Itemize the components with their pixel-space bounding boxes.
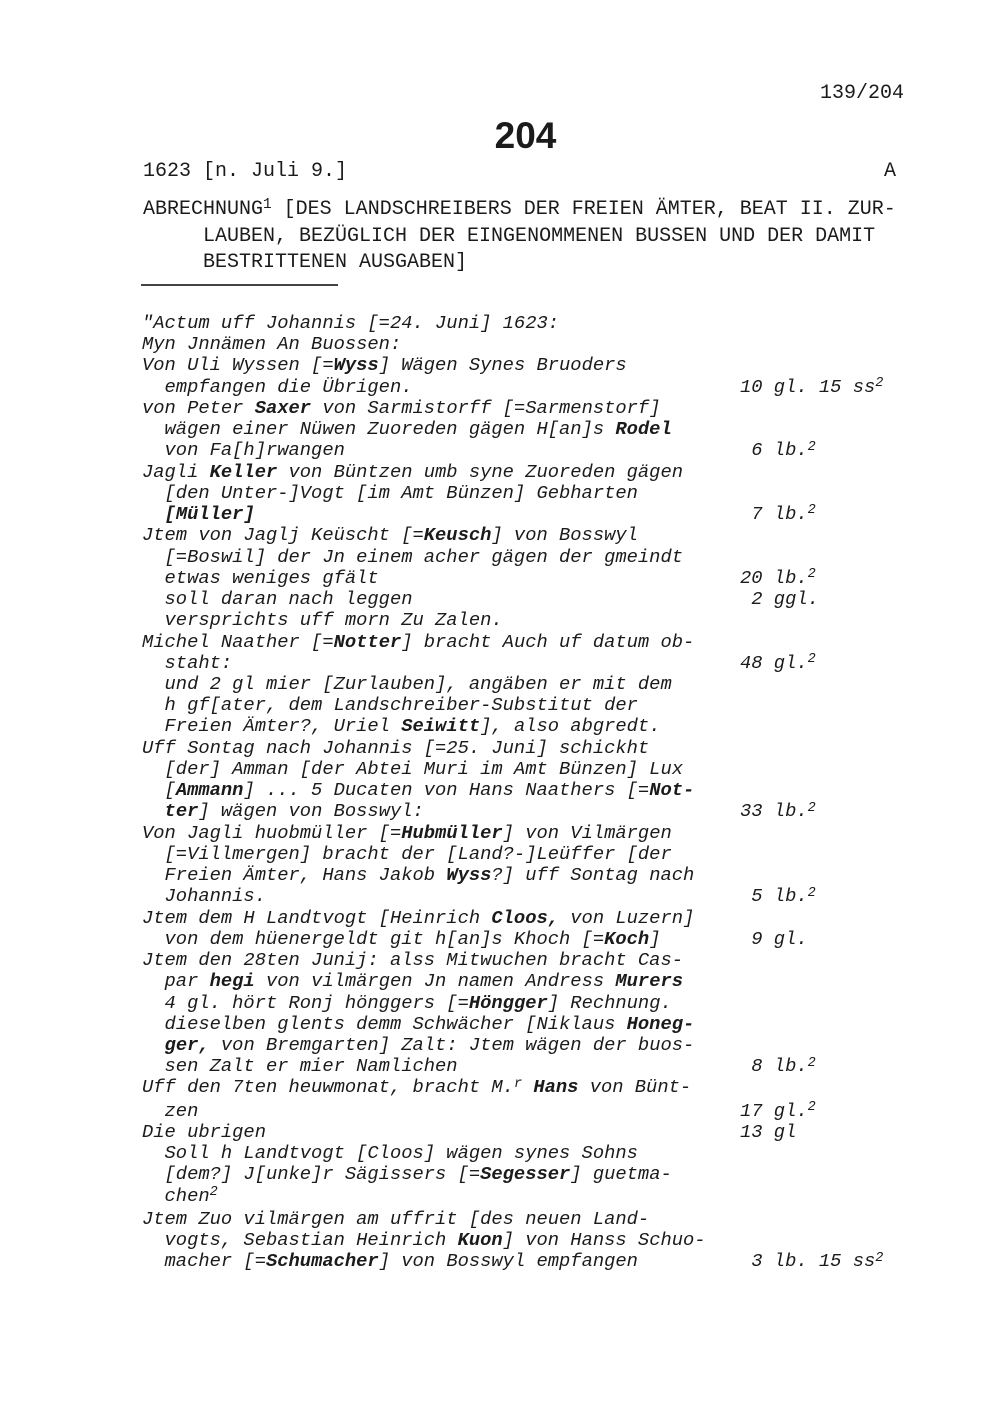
text-segment: [der] Amman [der Abtei Muri im Amt Bünzen] Lux: [142, 757, 683, 780]
text-segment: [=Villmergen] bracht der [Land?-]Leüffer [der: [142, 842, 672, 865]
amount-text: 5 lb.: [740, 885, 808, 908]
footnote-marker: 2: [807, 1100, 816, 1115]
text-segment: [DES LANDSCHREIBERS DER FREIEN ÄMTER, BEAT II. ZUR-: [271, 198, 896, 221]
amount-text: 17 gl.: [740, 1099, 808, 1122]
emphasized-name: Honeg-: [626, 1012, 695, 1035]
text-segment: [=Boswil] der Jn einem acher gägen der gmeindt: [142, 545, 683, 568]
text-segment: BESTRITTENEN AUSGABEN]: [143, 250, 468, 274]
entry-line: [142, 800, 816, 823]
emphasized-name: [Müller]: [164, 503, 255, 526]
amount-text: 10 gl. 15 ss: [740, 375, 876, 398]
text-segment: dieselben glents demm Schwächer [Niklaus: [142, 1012, 627, 1035]
entry-line: [142, 1077, 706, 1100]
text-segment: ]: [649, 927, 661, 950]
text-segment: etwas weniges gfält: [142, 566, 379, 589]
amount-text: 20 lb.: [740, 566, 808, 589]
text-segment: Von Jagli huobmüller [=: [142, 821, 402, 844]
entry-line: [142, 547, 706, 568]
entry-line: [142, 1014, 706, 1035]
entry-line: [142, 908, 706, 929]
entry-line: [142, 419, 706, 440]
text-segment: zen: [142, 1099, 199, 1122]
text-segment: soll daran nach leggen: [142, 588, 413, 611]
entry-line: [142, 1186, 706, 1209]
text-segment: von Luzern]: [559, 906, 695, 929]
text-segment: ] Rechnung.: [547, 991, 672, 1014]
entry-line: [142, 695, 706, 716]
amount-text: 6 lb.: [740, 439, 808, 462]
amount-value: [740, 929, 808, 950]
document-title: [143, 197, 896, 275]
entry-line: [142, 885, 816, 908]
amount-value: [740, 377, 883, 400]
emphasized-name: Ammann: [175, 779, 244, 802]
text-segment: wägen einer Nüwen Zuoreden gägen H[an]s: [142, 418, 616, 441]
entry-line: [142, 716, 706, 737]
text-segment: [522, 1076, 533, 1098]
text-segment: von Bünt-: [578, 1076, 692, 1099]
text-segment: Jtem von Jaglj Keüscht [=: [142, 524, 424, 547]
marginal-letter: A: [884, 160, 897, 183]
text-segment: ] von Bosswyl empfangen: [378, 1250, 638, 1273]
emphasized-name: Rodel: [615, 418, 672, 441]
text-segment: empfangen die Übrigen.: [142, 375, 413, 398]
text-segment: LAUBEN, BEZÜGLICH DER EINGENOMMENEN BUSSEN UND DER DAMIT: [143, 225, 876, 249]
footnote-marker: 1: [263, 196, 272, 213]
footnote-marker: 2: [807, 1055, 816, 1071]
text-segment: ] ... 5 Ducaten von Hans Naathers [=: [243, 779, 650, 802]
footnote-marker: 2: [807, 652, 816, 668]
entry-line: [142, 632, 706, 653]
footnote-marker: r: [513, 1076, 523, 1092]
entry-line: [142, 375, 884, 398]
emphasized-name: Not-: [649, 779, 695, 802]
amount-text: 33 lb.: [740, 800, 808, 823]
emphasized-name: ter: [164, 800, 199, 823]
text-segment: von Bremgarten] Zalt: Jtem wägen der buos-: [209, 1033, 695, 1056]
text-segment: [142, 503, 165, 525]
emphasized-name: Saxer: [254, 396, 312, 419]
text-segment: von Büntzen umb syne Zuoreden gägen: [277, 460, 683, 483]
title-line: [143, 250, 896, 275]
date-line: 1623 [n. Juli 9.]: [143, 160, 348, 183]
text-segment: [142, 800, 165, 822]
text-segment: staht:: [142, 651, 233, 674]
entry-line: [142, 1099, 816, 1122]
amount-text: 2 ggl.: [740, 588, 819, 611]
text-segment: Jtem den 28ten Junij: alss Mitwuchen bracht Cas-: [142, 949, 683, 972]
text-segment: versprichts uff morn Zu Zalen.: [142, 609, 503, 632]
text-segment: Uff Sontag nach Johannis [=25. Juni] schickht: [142, 736, 650, 759]
text-segment: h gf[ater, dem Landschreiber-Substitut der: [142, 694, 638, 717]
amount-value: [740, 653, 816, 676]
emphasized-name: Murers: [615, 970, 684, 993]
entry-line: [142, 525, 706, 546]
entry-line: [142, 439, 816, 462]
entry-line: [142, 566, 816, 589]
footnote-marker: 2: [875, 376, 884, 392]
text-segment: ] von Vilmärgen: [502, 821, 672, 844]
entry-line: [142, 1164, 706, 1185]
amount-value: [740, 1056, 816, 1079]
text-segment: ] wägen von Bosswyl:: [198, 800, 424, 823]
footnote-marker: 2: [807, 503, 816, 519]
text-segment: ] Wägen Synes Bruoders: [378, 354, 627, 377]
entry-line: [142, 759, 706, 780]
emphasized-name: Hubmüller: [401, 821, 503, 844]
emphasized-name: ger,: [164, 1033, 210, 1056]
text-segment: vogts, Sebastian Heinrich: [142, 1229, 458, 1252]
text-segment: Von Uli Wyssen [=: [142, 354, 334, 377]
page-reference: 139/204: [820, 82, 905, 105]
text-segment: "Actum uff Johannis [=24. Juni] 1623:: [142, 312, 560, 334]
entry-line: [142, 1143, 706, 1164]
entry-line: [142, 823, 706, 844]
footnote-marker: 2: [875, 1250, 884, 1266]
text-segment: Jtem dem H Landtvogt [Heinrich: [142, 906, 492, 929]
emphasized-name: Wyss: [333, 354, 379, 377]
amount-text: 48 gl.: [740, 651, 808, 674]
footnote-marker: 2: [807, 885, 816, 901]
entry-line: [142, 927, 808, 950]
footnote-marker: 2: [807, 439, 816, 455]
entry-line: [142, 503, 816, 526]
entry-line: [142, 651, 816, 674]
text-segment: ] von Hanss Schuo-: [502, 1229, 706, 1252]
emphasized-name: Höngger: [468, 991, 548, 1014]
text-segment: Freien Ämter, Hans Jakob: [142, 864, 447, 887]
amount-text: 3 lb. 15 ss: [740, 1250, 876, 1273]
text-segment: Michel Naather [=: [142, 630, 334, 653]
text-segment: Jagli: [142, 460, 210, 483]
entry-line: [142, 483, 706, 504]
footnote-separator-rule: [141, 284, 338, 286]
text-segment: ], also abgredt.: [480, 715, 661, 738]
title-line: [143, 224, 896, 249]
text-segment: ABRECHNUNG: [143, 198, 264, 221]
amount-value: [740, 1251, 883, 1274]
text-segment: [142, 1034, 165, 1056]
amount-value: [740, 504, 816, 527]
emphasized-name: Seiwitt: [401, 715, 481, 738]
entry-line: [142, 780, 706, 801]
entry-line: [142, 1230, 706, 1251]
emphasized-name: Keller: [209, 460, 278, 483]
text-segment: von dem hüenergeldt git h[an]s Khoch [=: [142, 927, 605, 950]
footnote-marker: 2: [807, 800, 816, 816]
entry-line: [142, 674, 706, 695]
text-segment: Die ubrigen: [142, 1120, 266, 1143]
entry-line: [142, 844, 706, 865]
entry-line: [142, 865, 706, 886]
emphasized-name: Kuon: [457, 1229, 503, 1252]
amount-text: 13 gl: [740, 1120, 797, 1143]
text-segment: Soll h Landtvogt [Cloos] wägen synes Sohns: [142, 1142, 638, 1165]
text-segment: [dem?] J[unke]r Sägissers [=: [142, 1163, 481, 1186]
amount-text: 8 lb.: [740, 1055, 808, 1078]
text-segment: von vilmärgen Jn namen Andress: [254, 970, 616, 993]
text-segment: par: [142, 970, 210, 993]
text-segment: Johannis.: [142, 885, 266, 908]
title-line: [143, 197, 896, 224]
text-segment: 4 gl. hört Ronj hönggers [=: [142, 991, 469, 1014]
emphasized-name: hegi: [209, 970, 255, 993]
text-segment: und 2 gl mier [Zurlauben], angäben er mit dem: [142, 672, 672, 695]
emphasized-name: Hans: [533, 1076, 579, 1099]
emphasized-name: Koch: [604, 927, 650, 950]
emphasized-name: Keusch: [423, 524, 492, 547]
amount-value: [740, 886, 816, 909]
text-segment: Freien Ämter?, Uriel: [142, 715, 402, 738]
text-segment: Jtem Zuo vilmärgen am uffrit [des neuen Land-: [142, 1207, 650, 1230]
footnote-marker: 2: [209, 1184, 218, 1200]
text-segment: macher [=: [142, 1250, 266, 1273]
entry-line: [142, 398, 706, 419]
text-segment: sen Zalt er mier Namlichen: [142, 1055, 458, 1078]
entry-line: [142, 971, 706, 992]
text-segment: von Fa[h]rwangen: [142, 439, 345, 462]
entry-line: [142, 334, 706, 355]
text-segment: Uff den 7ten heuwmonat, bracht M.: [142, 1076, 514, 1099]
emphasized-name: Notter: [333, 630, 402, 653]
text-segment: ] bracht Auch uf datum ob-: [401, 630, 695, 653]
entry-line: [142, 738, 706, 759]
emphasized-name: Cloos,: [491, 906, 560, 929]
entry-line: [142, 1209, 706, 1230]
amount-text: 9 gl.: [740, 927, 808, 950]
text-segment: ?] uff Sontag nach: [491, 864, 695, 887]
amount-text: 7 lb.: [740, 503, 808, 526]
text-segment: ] guetma-: [570, 1163, 672, 1186]
entry-line: [142, 1055, 816, 1078]
amount-value: [740, 1122, 796, 1143]
amount-value: [740, 440, 816, 463]
amount-value: [740, 589, 819, 610]
transcription-body: [142, 312, 884, 1273]
text-segment: Myn Jnnämen An Buossen:: [142, 333, 402, 356]
entry-line: [142, 993, 706, 1014]
entry-line: [142, 588, 819, 611]
text-segment: von Sarmistorff [=Sarmenstorf]: [311, 396, 661, 419]
amount-value: [740, 801, 816, 824]
emphasized-name: Schumacher: [265, 1250, 379, 1273]
entry-line: [142, 313, 706, 334]
emphasized-name: Segesser: [480, 1163, 571, 1186]
entry-line: [142, 1120, 797, 1143]
text-segment: [den Unter-]Vogt [im Amt Bünzen] Gebharten: [142, 481, 638, 504]
entry-line: [142, 950, 706, 971]
text-segment: [: [142, 779, 176, 802]
entry-line: [142, 355, 706, 376]
entry-line: [142, 610, 706, 631]
emphasized-name: Wyss: [446, 864, 492, 887]
page-number: 204: [494, 115, 557, 156]
text-segment: von Peter: [142, 396, 255, 419]
text-segment: chen: [142, 1184, 210, 1207]
footnote-marker: 2: [807, 567, 816, 583]
text-segment: ] von Bosswyl: [491, 524, 638, 547]
entry-line: [142, 462, 706, 483]
entry-line: [142, 1250, 884, 1273]
entry-line: [142, 1035, 706, 1056]
